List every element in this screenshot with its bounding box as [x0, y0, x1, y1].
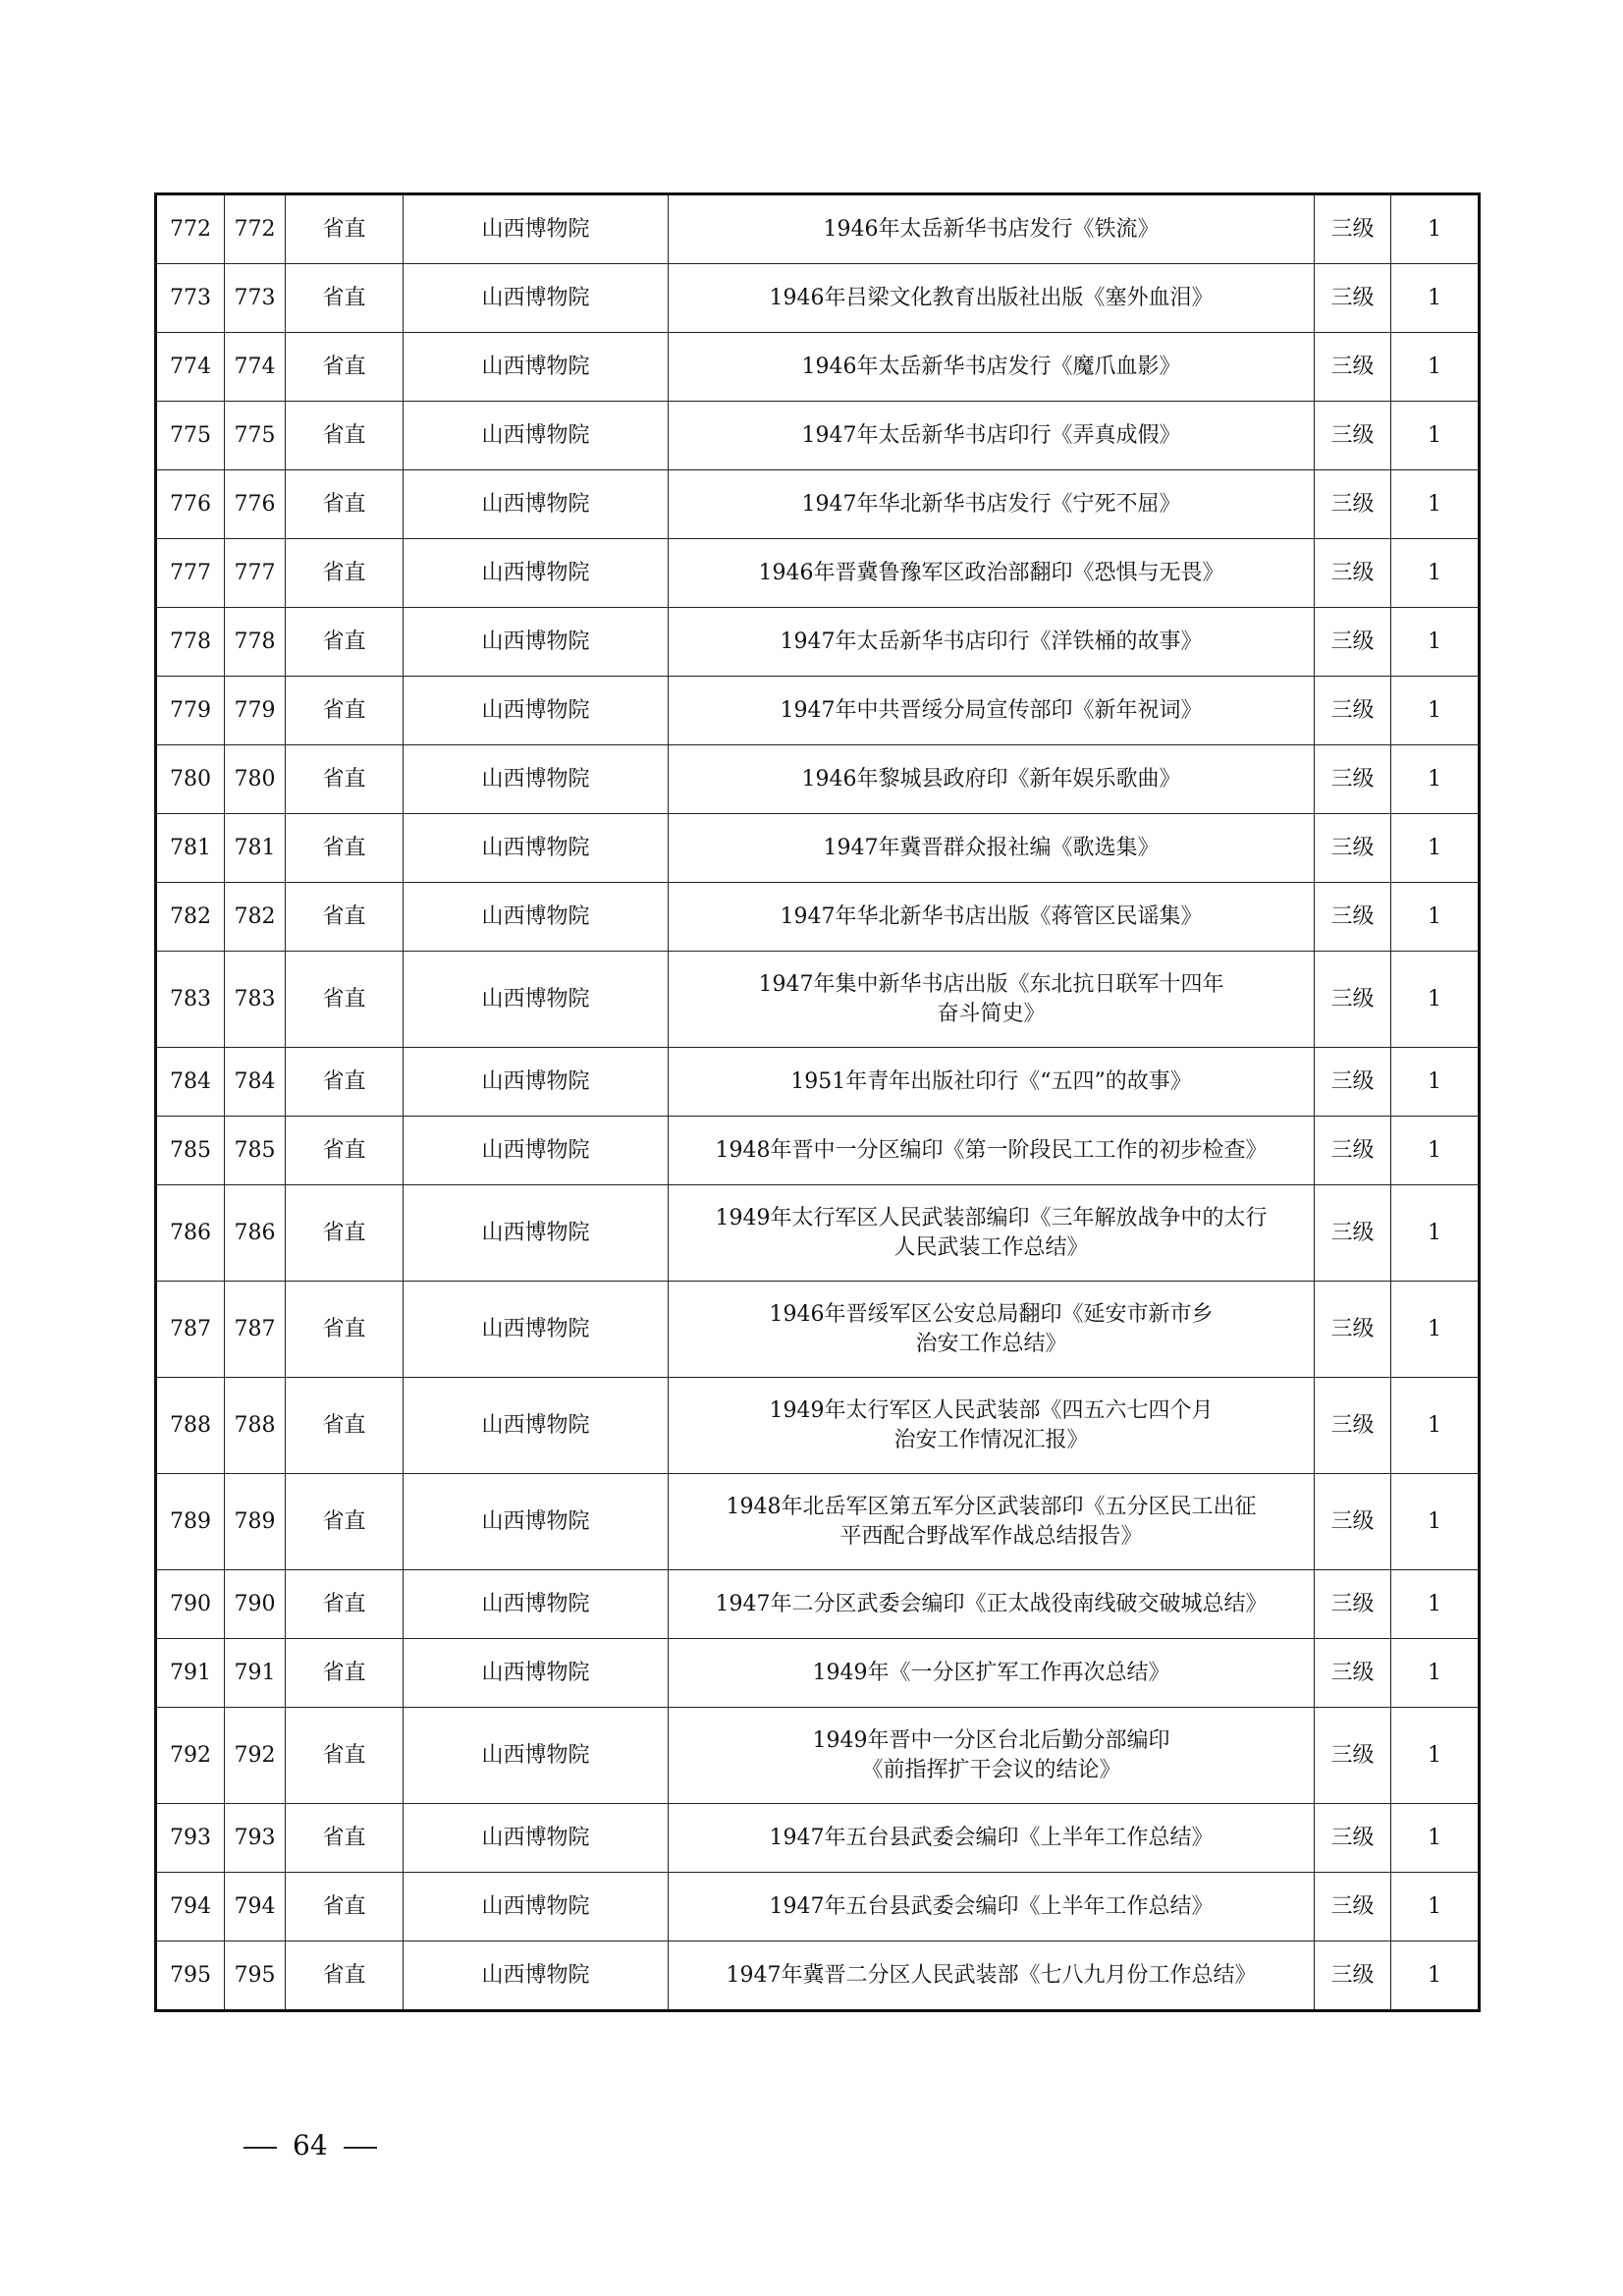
- cell-unit: 山西博物院: [404, 1378, 669, 1474]
- cell-catalog-number: 785: [225, 1117, 286, 1185]
- cell-unit: 山西博物院: [404, 1282, 669, 1378]
- cell-level: 省直: [286, 883, 404, 952]
- dash-right: [344, 2147, 377, 2149]
- cell-seq-number: 782: [156, 883, 225, 952]
- cell-title: [669, 470, 1315, 539]
- table-row: [156, 539, 1480, 608]
- cell-unit: 山西博物院: [404, 1941, 669, 2011]
- cell-catalog-number: 788: [225, 1378, 286, 1474]
- cell-quantity: 1: [1391, 1117, 1480, 1185]
- title-line: 1947年太岳新华书店印行《洋铁桶的故事》: [780, 629, 1203, 654]
- cell-grade: 三级: [1315, 539, 1391, 608]
- cell-seq-number: 772: [156, 194, 225, 264]
- cell-grade: 三级: [1315, 1474, 1391, 1570]
- cell-unit: 山西博物院: [404, 814, 669, 883]
- cell-level: 省直: [286, 1570, 404, 1639]
- title-line: 1947年冀晋群众报社编《歌选集》: [823, 835, 1160, 860]
- cell-level: 省直: [286, 608, 404, 677]
- cell-title: [669, 1117, 1315, 1185]
- cell-level: 省直: [286, 677, 404, 745]
- cell-level: 省直: [286, 333, 404, 402]
- cell-quantity: 1: [1391, 1708, 1480, 1804]
- cell-catalog-number: 786: [225, 1185, 286, 1282]
- cell-grade: 三级: [1315, 1873, 1391, 1941]
- cell-grade: 三级: [1315, 194, 1391, 264]
- cell-catalog-number: 777: [225, 539, 286, 608]
- table-row: [156, 1378, 1480, 1474]
- cell-title: [669, 1873, 1315, 1941]
- cell-grade: 三级: [1315, 264, 1391, 333]
- table-row: [156, 1804, 1480, 1873]
- cell-grade: 三级: [1315, 677, 1391, 745]
- cell-catalog-number: 778: [225, 608, 286, 677]
- cell-title: [669, 1048, 1315, 1117]
- cell-seq-number: 784: [156, 1048, 225, 1117]
- cell-catalog-number: 782: [225, 883, 286, 952]
- cell-unit: 山西博物院: [404, 1048, 669, 1117]
- cell-title: [669, 1804, 1315, 1873]
- cell-title: [669, 1708, 1315, 1804]
- cell-grade: 三级: [1315, 952, 1391, 1048]
- cell-title: [669, 264, 1315, 333]
- cell-catalog-number: 781: [225, 814, 286, 883]
- cell-title: [669, 1474, 1315, 1570]
- cell-unit: 山西博物院: [404, 1117, 669, 1185]
- table-row: [156, 1639, 1480, 1708]
- cell-seq-number: 776: [156, 470, 225, 539]
- title-line: 1947年五台县武委会编印《上半年工作总结》: [769, 1825, 1214, 1850]
- cell-level: 省直: [286, 814, 404, 883]
- title-line: 1949年《一分区扩军工作再次总结》: [812, 1660, 1170, 1685]
- cell-title: [669, 814, 1315, 883]
- cell-quantity: 1: [1391, 1048, 1480, 1117]
- cell-title: [669, 883, 1315, 952]
- cell-grade: 三级: [1315, 883, 1391, 952]
- cell-catalog-number: 773: [225, 264, 286, 333]
- page-number: 64: [293, 2129, 328, 2161]
- table-row: [156, 470, 1480, 539]
- table-row: [156, 608, 1480, 677]
- cell-title: [669, 194, 1315, 264]
- cell-grade: 三级: [1315, 402, 1391, 470]
- cell-grade: 三级: [1315, 1378, 1391, 1474]
- cell-grade: 三级: [1315, 1282, 1391, 1378]
- cell-catalog-number: 792: [225, 1708, 286, 1804]
- cell-grade: 三级: [1315, 1639, 1391, 1708]
- cell-title: [669, 333, 1315, 402]
- title-line: 1946年太岳新华书店发行《魔爪血影》: [801, 354, 1181, 379]
- cell-seq-number: 786: [156, 1185, 225, 1282]
- table-row: [156, 1570, 1480, 1639]
- cell-quantity: 1: [1391, 608, 1480, 677]
- cell-level: 省直: [286, 1708, 404, 1804]
- title-line: 1947年华北新华书店出版《蒋管区民谣集》: [780, 903, 1203, 929]
- cell-quantity: 1: [1391, 333, 1480, 402]
- cell-seq-number: 777: [156, 539, 225, 608]
- cell-catalog-number: 791: [225, 1639, 286, 1708]
- cell-quantity: 1: [1391, 1474, 1480, 1570]
- cell-title: [669, 1570, 1315, 1639]
- title-line: 1946年黎城县政府印《新年娱乐歌曲》: [801, 766, 1181, 792]
- title-line: 1946年太岳新华书店发行《铁流》: [823, 216, 1160, 242]
- cell-title: [669, 402, 1315, 470]
- cell-seq-number: 773: [156, 264, 225, 333]
- cell-level: 省直: [286, 1873, 404, 1941]
- cell-level: 省直: [286, 1474, 404, 1570]
- cell-seq-number: 778: [156, 608, 225, 677]
- title-line: 1947年二分区武委会编印《正太战役南线破交破城总结》: [715, 1591, 1268, 1616]
- cell-unit: 山西博物院: [404, 608, 669, 677]
- table-row: [156, 264, 1480, 333]
- cell-unit: 山西博物院: [404, 1570, 669, 1639]
- title-line: 1951年青年出版社印行《“五四”的故事》: [790, 1068, 1192, 1094]
- cell-grade: 三级: [1315, 1117, 1391, 1185]
- cell-seq-number: 789: [156, 1474, 225, 1570]
- cell-catalog-number: 784: [225, 1048, 286, 1117]
- table-row: [156, 1708, 1480, 1804]
- cell-seq-number: 794: [156, 1873, 225, 1941]
- cell-grade: 三级: [1315, 745, 1391, 814]
- cell-seq-number: 781: [156, 814, 225, 883]
- table-row: [156, 1873, 1480, 1941]
- cell-level: 省直: [286, 745, 404, 814]
- table-row: [156, 402, 1480, 470]
- cell-seq-number: 795: [156, 1941, 225, 2011]
- cell-title: [669, 608, 1315, 677]
- cell-level: 省直: [286, 1639, 404, 1708]
- cell-level: 省直: [286, 264, 404, 333]
- cell-catalog-number: 772: [225, 194, 286, 264]
- table-row: [156, 1941, 1480, 2011]
- cell-level: 省直: [286, 402, 404, 470]
- cell-level: 省直: [286, 1048, 404, 1117]
- cell-title: [669, 1639, 1315, 1708]
- cell-seq-number: 774: [156, 333, 225, 402]
- artifact-table: [154, 192, 1481, 2012]
- cell-quantity: 1: [1391, 1873, 1480, 1941]
- cell-unit: 山西博物院: [404, 883, 669, 952]
- cell-grade: 三级: [1315, 1185, 1391, 1282]
- cell-quantity: 1: [1391, 952, 1480, 1048]
- title-line: 治安工作总结》: [915, 1331, 1067, 1356]
- cell-quantity: 1: [1391, 1282, 1480, 1378]
- cell-seq-number: 775: [156, 402, 225, 470]
- cell-title: [669, 1941, 1315, 2011]
- cell-grade: 三级: [1315, 1570, 1391, 1639]
- cell-quantity: 1: [1391, 194, 1480, 264]
- cell-catalog-number: 794: [225, 1873, 286, 1941]
- cell-catalog-number: 779: [225, 677, 286, 745]
- cell-level: 省直: [286, 1282, 404, 1378]
- cell-level: 省直: [286, 1117, 404, 1185]
- title-line: 1946年晋冀鲁豫军区政治部翻印《恐惧与无畏》: [758, 560, 1224, 585]
- table-row: [156, 952, 1480, 1048]
- cell-quantity: 1: [1391, 1941, 1480, 2011]
- cell-catalog-number: 790: [225, 1570, 286, 1639]
- cell-catalog-number: 789: [225, 1474, 286, 1570]
- page-number-footer: [228, 2129, 393, 2161]
- cell-quantity: 1: [1391, 402, 1480, 470]
- title-line: 人民武装工作总结》: [893, 1234, 1089, 1260]
- cell-unit: 山西博物院: [404, 1708, 669, 1804]
- cell-unit: 山西博物院: [404, 1873, 669, 1941]
- cell-level: 省直: [286, 1804, 404, 1873]
- cell-grade: 三级: [1315, 608, 1391, 677]
- cell-title: [669, 1378, 1315, 1474]
- table-row: [156, 1474, 1480, 1570]
- cell-grade: 三级: [1315, 470, 1391, 539]
- table-row: [156, 1282, 1480, 1378]
- title-line: 1946年晋绥军区公安总局翻印《延安市新市乡: [769, 1301, 1214, 1327]
- cell-title: [669, 1282, 1315, 1378]
- title-line: 1949年太行军区人民武装部《四五六七四个月: [769, 1397, 1214, 1423]
- table-row: [156, 814, 1480, 883]
- cell-grade: 三级: [1315, 1708, 1391, 1804]
- cell-catalog-number: 783: [225, 952, 286, 1048]
- cell-title: [669, 952, 1315, 1048]
- cell-quantity: 1: [1391, 1639, 1480, 1708]
- table-row: [156, 1117, 1480, 1185]
- cell-unit: 山西博物院: [404, 745, 669, 814]
- title-line: 1946年吕梁文化教育出版社出版《塞外血泪》: [769, 285, 1214, 310]
- cell-unit: 山西博物院: [404, 470, 669, 539]
- cell-unit: 山西博物院: [404, 264, 669, 333]
- cell-catalog-number: 775: [225, 402, 286, 470]
- title-line: 奋斗简史》: [937, 1001, 1046, 1026]
- title-line: 1947年五台县武委会编印《上半年工作总结》: [769, 1893, 1214, 1919]
- title-line: 1948年晋中一分区编印《第一阶段民工工作的初步检查》: [715, 1137, 1268, 1163]
- cell-seq-number: 791: [156, 1639, 225, 1708]
- cell-grade: 三级: [1315, 333, 1391, 402]
- cell-catalog-number: 780: [225, 745, 286, 814]
- cell-level: 省直: [286, 1185, 404, 1282]
- cell-grade: 三级: [1315, 1804, 1391, 1873]
- title-line: 1949年太行军区人民武装部编印《三年解放战争中的太行: [715, 1205, 1268, 1230]
- title-line: 1949年晋中一分区台北后勤分部编印: [812, 1727, 1170, 1753]
- cell-quantity: 1: [1391, 1185, 1480, 1282]
- cell-unit: 山西博物院: [404, 1185, 669, 1282]
- title-line: 治安工作情况汇报》: [893, 1427, 1089, 1452]
- cell-seq-number: 788: [156, 1378, 225, 1474]
- cell-seq-number: 779: [156, 677, 225, 745]
- cell-quantity: 1: [1391, 814, 1480, 883]
- table-row: [156, 1048, 1480, 1117]
- title-line: 1947年太岳新华书店印行《弄真成假》: [801, 422, 1181, 448]
- cell-unit: 山西博物院: [404, 952, 669, 1048]
- cell-title: [669, 677, 1315, 745]
- cell-level: 省直: [286, 952, 404, 1048]
- table-row: [156, 194, 1480, 264]
- cell-level: 省直: [286, 1378, 404, 1474]
- cell-unit: 山西博物院: [404, 677, 669, 745]
- cell-quantity: 1: [1391, 264, 1480, 333]
- cell-title: [669, 539, 1315, 608]
- table-row: [156, 1185, 1480, 1282]
- cell-unit: 山西博物院: [404, 194, 669, 264]
- title-line: 1947年冀晋二分区人民武装部《七八九月份工作总结》: [726, 1962, 1257, 1988]
- cell-seq-number: 792: [156, 1708, 225, 1804]
- cell-quantity: 1: [1391, 883, 1480, 952]
- cell-level: 省直: [286, 194, 404, 264]
- cell-quantity: 1: [1391, 1570, 1480, 1639]
- cell-unit: 山西博物院: [404, 1804, 669, 1873]
- cell-seq-number: 793: [156, 1804, 225, 1873]
- cell-unit: 山西博物院: [404, 539, 669, 608]
- cell-catalog-number: 774: [225, 333, 286, 402]
- cell-quantity: 1: [1391, 539, 1480, 608]
- cell-unit: 山西博物院: [404, 402, 669, 470]
- cell-catalog-number: 776: [225, 470, 286, 539]
- cell-seq-number: 790: [156, 1570, 225, 1639]
- cell-grade: 三级: [1315, 814, 1391, 883]
- cell-seq-number: 780: [156, 745, 225, 814]
- cell-seq-number: 783: [156, 952, 225, 1048]
- cell-unit: 山西博物院: [404, 1474, 669, 1570]
- cell-catalog-number: 795: [225, 1941, 286, 2011]
- cell-title: [669, 1185, 1315, 1282]
- cell-quantity: 1: [1391, 1378, 1480, 1474]
- table-row: [156, 677, 1480, 745]
- title-line: 1948年北岳军区第五军分区武装部印《五分区民工出征: [726, 1494, 1257, 1519]
- table-row: [156, 333, 1480, 402]
- cell-seq-number: 787: [156, 1282, 225, 1378]
- table-row: [156, 883, 1480, 952]
- cell-seq-number: 785: [156, 1117, 225, 1185]
- cell-unit: 山西博物院: [404, 1639, 669, 1708]
- cell-level: 省直: [286, 1941, 404, 2011]
- title-line: 1947年集中新华书店出版《东北抗日联军十四年: [758, 971, 1224, 997]
- title-line: 1947年华北新华书店发行《宁死不屈》: [801, 491, 1181, 517]
- cell-level: 省直: [286, 470, 404, 539]
- title-line: 《前指挥扩干会议的结论》: [861, 1757, 1121, 1782]
- title-line: 平西配合野战军作战总结报告》: [839, 1523, 1143, 1549]
- cell-catalog-number: 793: [225, 1804, 286, 1873]
- cell-quantity: 1: [1391, 745, 1480, 814]
- title-line: 1947年中共晋绥分局宣传部印《新年祝词》: [780, 697, 1203, 723]
- cell-grade: 三级: [1315, 1941, 1391, 2011]
- cell-unit: 山西博物院: [404, 333, 669, 402]
- cell-grade: 三级: [1315, 1048, 1391, 1117]
- cell-catalog-number: 787: [225, 1282, 286, 1378]
- cell-quantity: 1: [1391, 470, 1480, 539]
- cell-title: [669, 745, 1315, 814]
- table-row: [156, 745, 1480, 814]
- cell-quantity: 1: [1391, 677, 1480, 745]
- cell-level: 省直: [286, 539, 404, 608]
- cell-quantity: 1: [1391, 1804, 1480, 1873]
- dash-left: [243, 2147, 277, 2149]
